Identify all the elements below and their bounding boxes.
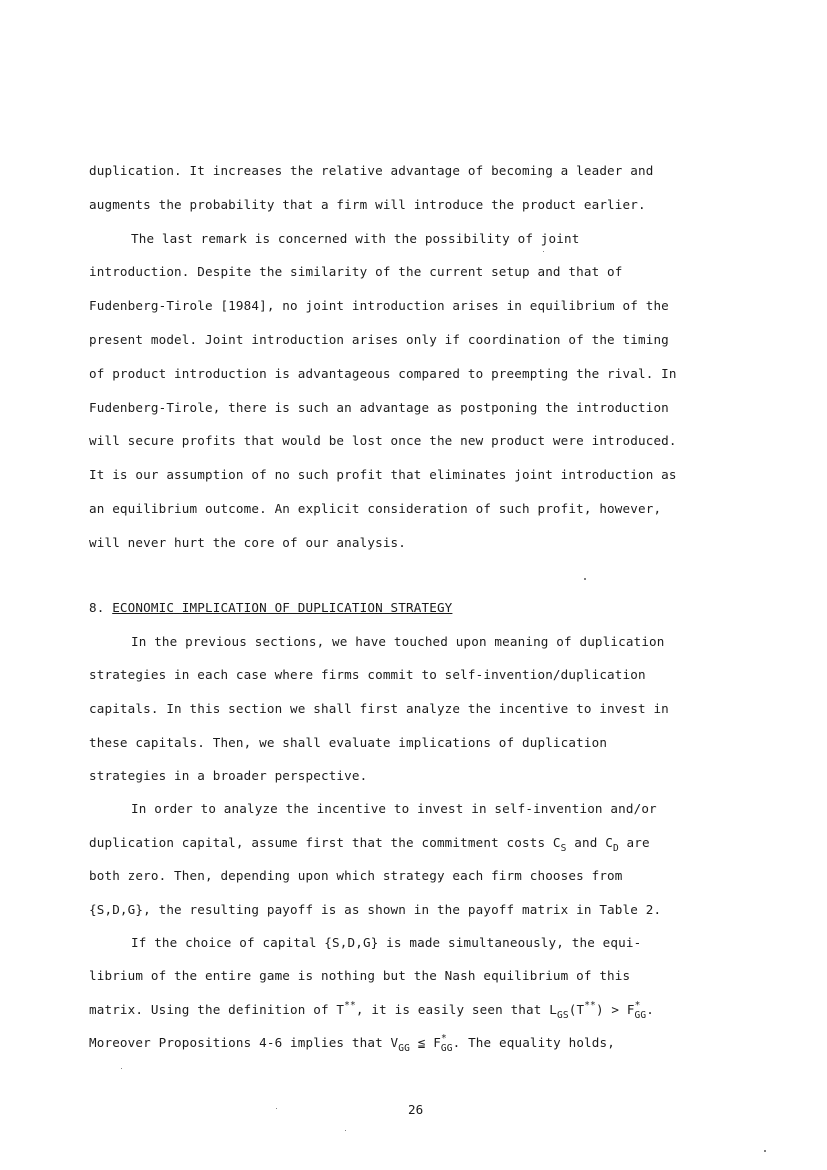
text-line-with-math: matrix. Using the definition of T**, it is easily seen that $L_{GS}(T^{**}) > F^*_{GG}$. xyxy=(89,1000,654,1021)
text-line: an equilibrium outcome. An explicit consideration of such profit, however, xyxy=(89,501,662,516)
text-line: Fudenberg-Tirole, there is such an advantage as postponing the introduction xyxy=(89,400,669,415)
superscript: * xyxy=(634,1000,641,1011)
subscript: D xyxy=(612,843,619,854)
text-line: will secure profits that would be lost once the new product were introduced. xyxy=(89,433,677,448)
subscript: GS xyxy=(556,1010,569,1021)
text-line: librium of the entire game is nothing but the Nash equilibrium of this xyxy=(89,968,631,983)
text-line: It is our assumption of no such profit that eliminates joint introduction as xyxy=(89,467,677,482)
section-heading xyxy=(89,600,452,616)
section-number: 8. xyxy=(89,600,113,615)
text-line: strategies in a broader perspective. xyxy=(89,768,368,783)
text-line-with-math: Moreover Propositions 4-6 implies that $V_{GG}$ ≦ $F^*_{GG}$. The equality holds, xyxy=(89,1033,615,1054)
subscript: GG xyxy=(440,1043,453,1054)
section-title: ECONOMIC IMPLICATION OF DUPLICATION STRATEGY xyxy=(112,600,453,615)
text-line: strategies in each case where firms commit to self-invention/duplication xyxy=(89,667,646,682)
scan-speck xyxy=(121,1068,122,1069)
text-line: {S,D,G}, the resulting payoff is as shown in the payoff matrix in Table 2. xyxy=(89,902,662,917)
text-line: both zero. Then, depending upon which strategy each firm chooses from xyxy=(89,868,623,883)
text-line: If the choice of capital {S,D,G} is made simultaneously, the equi- xyxy=(131,935,642,950)
subscript: GG xyxy=(398,1043,411,1054)
text-line: In the previous sections, we have touched upon meaning of duplication xyxy=(131,634,665,649)
scan-speck xyxy=(764,1150,766,1152)
scan-speck xyxy=(345,1130,346,1131)
text-line: of product introduction is advantageous compared to preempting the rival. In xyxy=(89,366,677,381)
text-line: duplication. It increases the relative advantage of becoming a leader and xyxy=(89,163,654,178)
text-line: augments the probability that a firm will introduce the product earlier. xyxy=(89,197,646,212)
scan-speck xyxy=(584,578,586,580)
superscript: ** xyxy=(584,1000,596,1011)
scan-speck xyxy=(543,251,544,252)
text-line: will never hurt the core of our analysis. xyxy=(89,535,407,550)
page-number: 26 xyxy=(408,1102,424,1117)
text-line: present model. Joint introduction arises only if coordination of the timing xyxy=(89,332,669,347)
text-line: introduction. Despite the similarity of the current setup and that of xyxy=(89,264,623,279)
text-line: The last remark is concerned with the possibility of joint xyxy=(131,231,580,246)
text-line: In order to analyze the incentive to invest in self-invention and/or xyxy=(131,801,657,816)
text-line: Fudenberg-Tirole [1984], no joint introduction arises in equilibrium of the xyxy=(89,298,669,313)
subscript: S xyxy=(560,843,567,854)
text-line: capitals. In this section we shall first analyze the incentive to invest in xyxy=(89,701,669,716)
subscript: GG xyxy=(634,1010,647,1021)
text-line: these capitals. Then, we shall evaluate implications of duplication xyxy=(89,735,608,750)
text-line: duplication capital, assume first that the commitment costs $C_S$ and $C_D$ are xyxy=(89,835,650,854)
scan-speck xyxy=(276,1108,277,1109)
superscript: * xyxy=(440,1033,447,1044)
superscript: ** xyxy=(344,1000,356,1011)
